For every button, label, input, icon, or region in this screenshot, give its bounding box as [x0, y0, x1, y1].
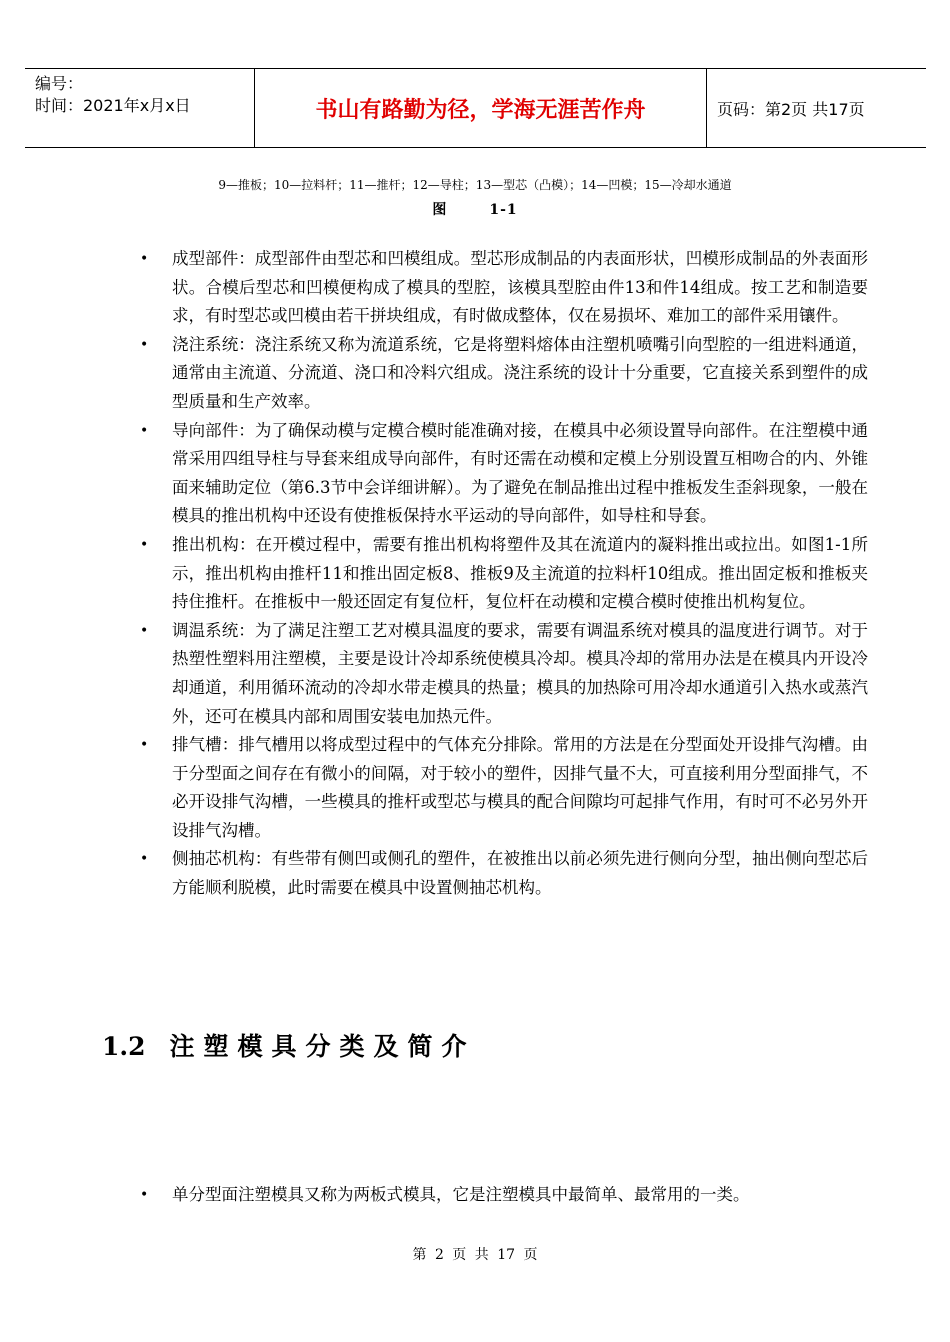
number-label: 编号：: [35, 74, 84, 93]
section-number: 1.2: [102, 1032, 146, 1061]
header-page-code: 页码：第2页 共17页: [717, 99, 865, 119]
list-item-text: 导向部件：为了确保动模与定模合模时能准确对接，在模具中必须设置导向部件。在注塑模中通常采用四组导柱与导套来组成导向部件，有时还需在动模和定模上分别设置互相吻合的内、外锥面来辅助定位（第6.3节中会详细讲解）。为了避免在制品推出过程中推板发生歪斜现象，一般在模具的推出机构中还设有使推板保持水平运动的导向部件，如导柱和导套。: [172, 420, 868, 526]
list-item-text: 侧抽芯机构：有些带有侧凹或侧孔的塑件，在被推出以前必须先进行侧向分型，抽出侧向型芯后方能顺利脱模，此时需要在模具中设置侧抽芯机构。: [172, 849, 868, 898]
list-item-text: 调温系统：为了满足注塑工艺对模具温度的要求，需要有调温系统对模具的温度进行调节。对于热塑性塑料用注塑模，主要是设计冷却系统使模具冷却。模具冷却的常用办法是在模具内开设冷却通道，利用循环流动的冷却水带走模具的热量；模具的加热除可用冷却水通道引入热水或蒸汽外，还可在模具内部和周围安装电加热元件。: [172, 620, 868, 726]
bullet-icon: •: [140, 1187, 149, 1203]
list-item: [138, 331, 868, 417]
page-footer: 第 2 页 共 17 页: [412, 1247, 538, 1263]
list-item-text: 成型部件：成型部件由型芯和凹模组成。型芯形成制品的内表面形状，凹模形成制品的外表面形状。合模后型芯和凹模便构成了模具的型腔，该模具型腔由件13和件14组成。按工艺和制造要求，有时型芯或凹模由若干拼块组成，有时做成整体，仅在易损坏、难加工的部件采用镶件。: [172, 249, 868, 326]
figure-caption: 9—推板；10—拉料杆；11—推杆；12—导柱；13—型芯（凸模）；14—凹模；15—冷却水通道: [218, 178, 732, 192]
list-item-text: 浇注系统：浇注系统又称为流道系统，它是将塑料熔体由注塑机喷嘴引向型腔的一组进料通道，通常由主流道、分流道、浇口和冷料穴组成。浇注系统的设计十分重要，它直接关系到塑件的成型质量和生产效率。: [172, 334, 868, 411]
figure-label-number: 1-1: [489, 202, 518, 218]
component-list: [138, 245, 868, 903]
header-info-cell: [25, 69, 255, 147]
header-motto: 书山有路勤为径，学海无涯苦作舟: [255, 69, 707, 147]
figure-label-word: 图: [432, 202, 448, 218]
list-item-text: 推出机构：在开模过程中，需要有推出机构将塑件及其在流道内的凝料推出或拉出。如图1-1所示，推出机构由推杆11和推出固定板8、推板9及主流道的拉料杆10组成。推出固定板和推板夹持住推杆。在推板中一般还固定有复位杆，复位杆在动模和定模合模时使推出机构复位。: [172, 534, 868, 612]
section-title: 注塑模具分类及简介: [169, 1032, 476, 1061]
list-item: [138, 1181, 868, 1210]
mold-type-list: [138, 1181, 868, 1210]
bullet-icon: •: [140, 336, 149, 353]
time-label: 时间：2021年x月x日: [35, 96, 191, 115]
bullet-icon: •: [140, 422, 149, 439]
figure-label: [0, 199, 950, 219]
list-item-text: 单分型面注塑模具又称为两板式模具，它是注塑模具中最简单、最常用的一类。: [172, 1185, 750, 1204]
list-item: [138, 531, 868, 617]
page-header: [25, 68, 926, 148]
list-item: [138, 417, 868, 531]
section-heading: [102, 1027, 476, 1063]
bullet-icon: •: [140, 851, 149, 868]
list-item: [138, 845, 868, 902]
list-item-text: 排气槽：排气槽用以将成型过程中的气体充分排除。常用的方法是在分型面处开设排气沟槽。由于分型面之间存在有微小的间隔，对于较小的塑件，因排气量不大，可直接利用分型面排气，不必开设排气沟槽，一些模具的推杆或型芯与模具的配合间隙均可起排气作用，有时可不必另外开设排气沟槽。: [172, 735, 868, 840]
bullet-icon: •: [140, 622, 149, 639]
list-item: [138, 731, 868, 845]
list-item: [138, 617, 868, 731]
bullet-icon: •: [140, 251, 149, 267]
list-item: [138, 245, 868, 331]
bullet-icon: •: [140, 737, 149, 754]
bullet-icon: •: [140, 536, 149, 553]
